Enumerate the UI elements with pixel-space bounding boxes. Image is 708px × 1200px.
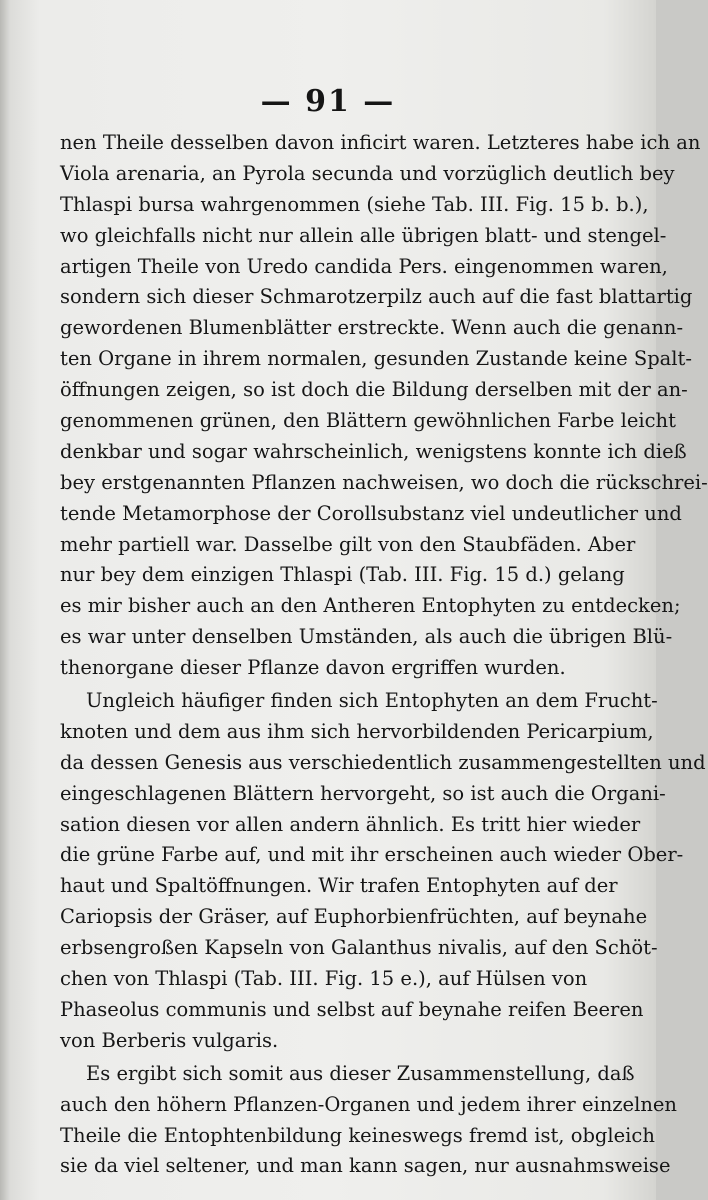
body-text	[60, 128, 708, 1182]
page-number: — 91 —	[260, 84, 396, 119]
text-line: Es ergibt sich somit aus dieser Zusammenstellung, daß	[86, 1061, 635, 1085]
text-line: nur bey dem einzigen Thlaspi (Tab. III. Fig. 15 d.) gelang	[60, 563, 625, 587]
text-line: erbsengroßen Kapseln von Galanthus nivalis, auf den Schöt-	[60, 936, 658, 960]
text-line: mehr partiell war. Dasselbe gilt von den Staubfäden. Aber	[60, 532, 636, 556]
text-line: sondern sich dieser Schmarotzerpilz auch auf die fast blattartig	[60, 285, 693, 309]
text-line: Viola arenaria, an Pyrola secunda und vorzüglich deutlich bey	[60, 161, 675, 185]
text-line: chen von Thlaspi (Tab. III. Fig. 15 e.), auf Hülsen von	[60, 967, 588, 991]
text-line: die grüne Farbe auf, und mit ihr erscheinen auch wieder Ober-	[60, 843, 684, 867]
text-line: sation diesen vor allen andern ähnlich. Es tritt hier wieder	[60, 812, 641, 836]
text-line: Cariopsis der Gräser, auf Euphorbienfrüchten, auf beynahe	[60, 905, 648, 929]
text-line: tende Metamorphose der Corollsubstanz viel undeutlicher und	[60, 501, 682, 525]
text-line: Theile die Entophtenbildung keineswegs fremd ist, obgleich	[60, 1123, 655, 1147]
text-line: auch den höhern Pflanzen-Organen und jedem ihrer einzelnen	[60, 1092, 677, 1116]
text-line: sie da viel seltener, und man kann sagen, nur ausnahmsweise	[60, 1154, 671, 1178]
text-line: genommenen grünen, den Blättern gewöhnlichen Farbe leicht	[60, 409, 676, 433]
text-line: bey erstgenannten Pflanzen nachweisen, wo doch die rückschrei-	[60, 470, 708, 494]
text-line: wo gleichfalls nicht nur allein alle übrigen blatt- und stengel-	[60, 223, 667, 247]
paragraph-3	[60, 1059, 677, 1183]
text-line: haut und Spaltöffnungen. Wir trafen Entophyten auf der	[60, 874, 618, 898]
paragraph-1	[60, 128, 708, 684]
text-line: artigen Theile von Uredo candida Pers. eingenommen waren,	[60, 254, 668, 278]
text-line: Phaseolus communis und selbst auf beynahe reifen Beeren	[60, 997, 644, 1021]
text-line: ten Organe in ihrem normalen, gesunden Zustande keine Spalt-	[60, 347, 692, 371]
text-line: von Berberis vulgaris.	[60, 1028, 279, 1052]
text-line: denkbar und sogar wahrscheinlich, wenigstens konnte ich dieß	[60, 439, 687, 463]
text-line: es mir bisher auch an den Antheren Entophyten zu entdecken;	[60, 594, 681, 618]
paragraph-2	[60, 686, 706, 1057]
text-line: Ungleich häufiger finden sich Entophyten an dem Frucht-	[86, 689, 658, 713]
text-line: eingeschlagenen Blättern hervorgeht, so ist auch die Organi-	[60, 781, 666, 805]
text-line: knoten und dem aus ihm sich hervorbildenden Pericarpium,	[60, 719, 654, 743]
text-line: nen Theile desselben davon inficirt waren. Letzteres habe ich an	[60, 131, 701, 154]
text-line: gewordenen Blumenblätter erstreckte. Wenn auch die genann-	[60, 316, 684, 340]
text-line: öffnungen zeigen, so ist doch die Bildung derselben mit der an-	[60, 378, 688, 402]
text-line: Thlaspi bursa wahrgenommen (siehe Tab. III. Fig. 15 b. b.),	[60, 192, 649, 216]
text-line: da dessen Genesis aus verschiedentlich zusammengestellten und	[60, 750, 706, 774]
text-line: es war unter denselben Umständen, als auch die übrigen Blü-	[60, 625, 673, 649]
text-line: thenorgane dieser Pflanze davon ergriffen wurden.	[60, 656, 566, 680]
